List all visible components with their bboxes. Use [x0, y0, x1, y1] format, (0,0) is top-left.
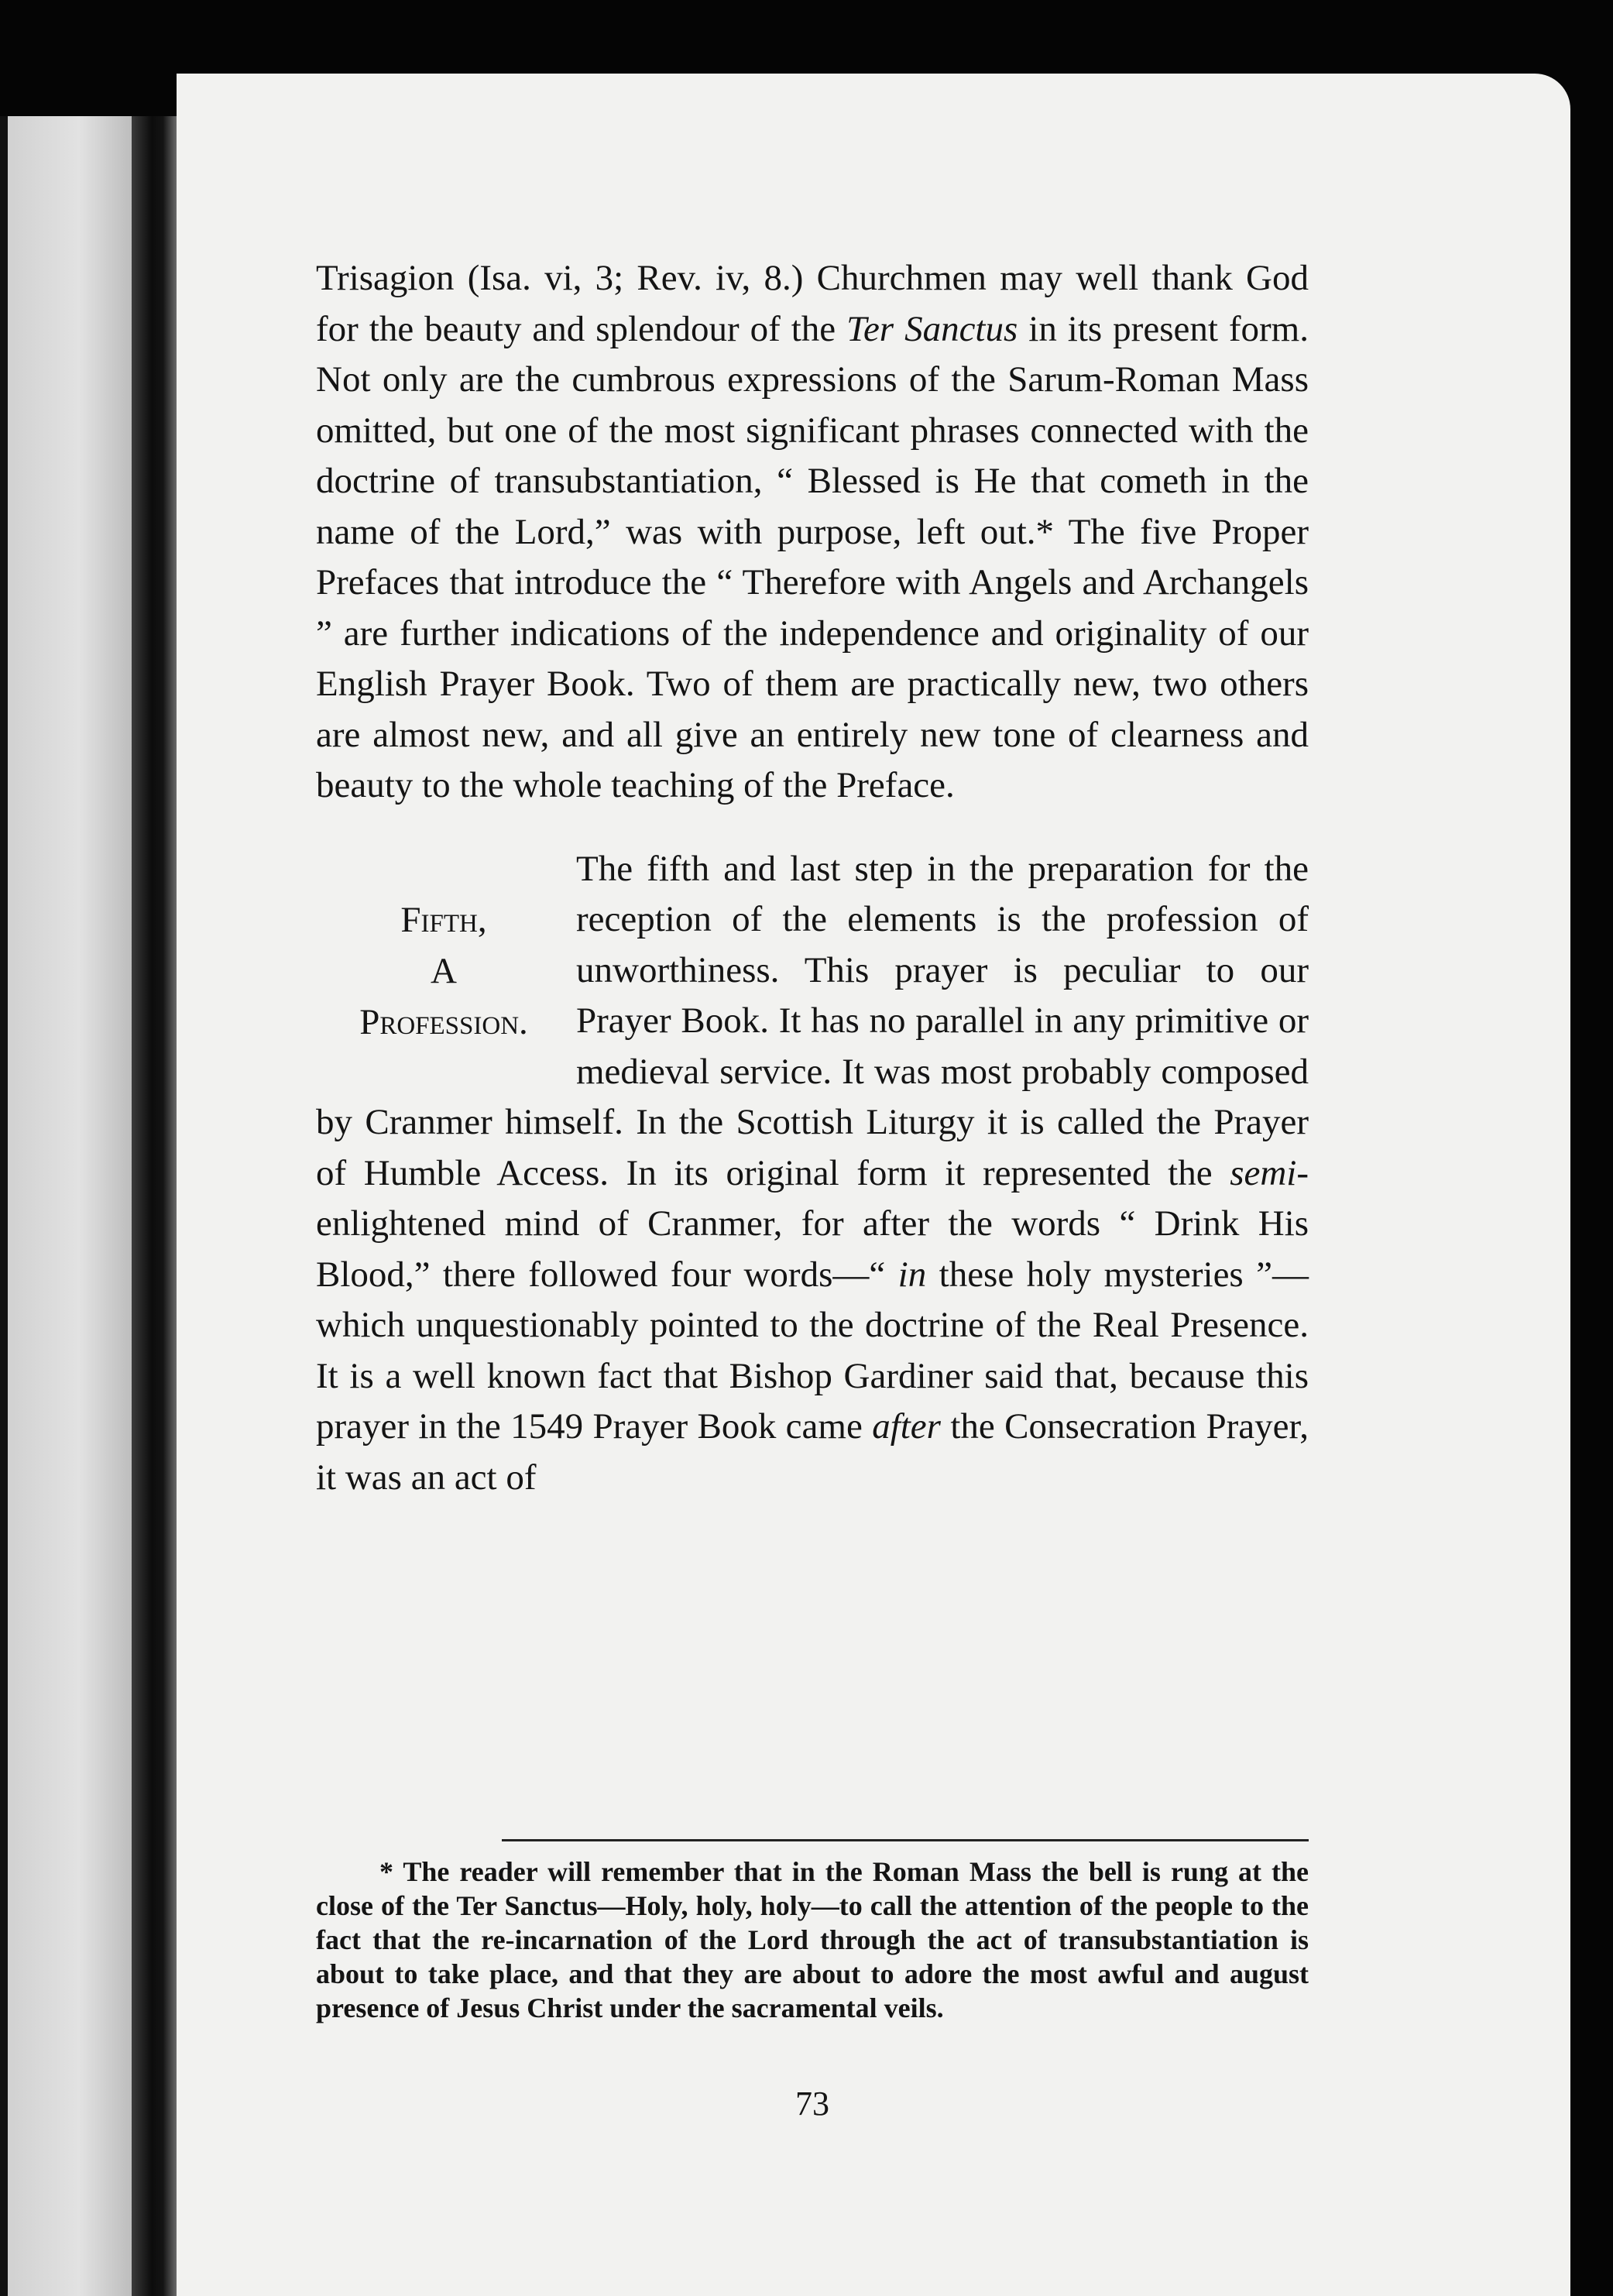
margin-heading-line: A: [431, 950, 457, 991]
italic-text: Ter Sanctus: [846, 308, 1018, 349]
margin-heading-line: Fifth,: [400, 899, 487, 940]
facing-page-edge: [0, 116, 132, 2296]
footnote-rule: [502, 1839, 1309, 1841]
margin-heading-line: Profession.: [359, 1001, 528, 1042]
paragraph-profession: [316, 844, 1309, 1504]
book-page: [177, 74, 1570, 2296]
text-run: The fifth and last step in the preparation for the reception of the elements is the profession of unworthiness. This prayer is peculiar to our Prayer Book. It has no parallel in any primitive or medieval service. It was most probably composed by Cranmer himself. In the Scottish Liturgy it is called the Prayer of Humble Access. In its original form it represented the: [316, 848, 1309, 1193]
paragraph-trisagion: [316, 253, 1309, 812]
text-run: -enlightened mind of Cranmer, for after the words “ Drink His Blood,” there followed four words—“: [316, 1152, 1309, 1295]
main-text: [316, 253, 1309, 1503]
footnote-text: * The reader will remember that in the Roman Mass the bell is rung at the close of the Ter Sanctus—Holy, holy, holy—to call the attention of the people to the fact that the re-incarnation of the Lord through the act of transubstantiation is about to take place, and that they are about to adore the most awful and august presence of Jesus Christ under the sacramental veils.: [316, 1856, 1309, 2023]
book-gutter: [132, 116, 177, 2296]
page-number: 73: [795, 2085, 829, 2123]
text-run: (Isa. vi, 3; Rev. iv, 8.) Churchmen may well thank God for the beauty and splendour of the: [316, 258, 1309, 349]
italic-text: in: [897, 1254, 927, 1295]
text-run: the Consecration Prayer, it was an act of: [316, 1406, 1309, 1498]
book-cover-edge: [0, 116, 8, 2296]
footnote: [316, 1855, 1309, 2025]
text-run: these holy mysteries ”—which unquestionably pointed to the doctrine of the Real Presence. It is a well known fact that Bishop Gardiner said that, because this prayer in the 1549 Prayer Book came: [316, 1254, 1309, 1447]
italic-text: semi: [1230, 1152, 1297, 1193]
italic-text: after: [872, 1406, 941, 1447]
text-run: Trisagion: [316, 258, 455, 298]
text-run: in its present form. Not only are the cumbrous expressions of the Sarum-Roman Mass omitted, but one of the most significant phrases connected with the doctrine of transubstantiation, “ Blessed is He that cometh in the name of the Lord,” was with purpose, left out.* The five Proper Prefaces that introduce the “ Therefore with Angels and Archangels ” are further indications of the independence and originality of our English Prayer Book. Two of them are practically new, two others are almost new, and all give an entirely new tone of clearness and beauty to the whole teaching of the Preface.: [316, 308, 1309, 805]
margin-heading: [316, 894, 571, 1048]
